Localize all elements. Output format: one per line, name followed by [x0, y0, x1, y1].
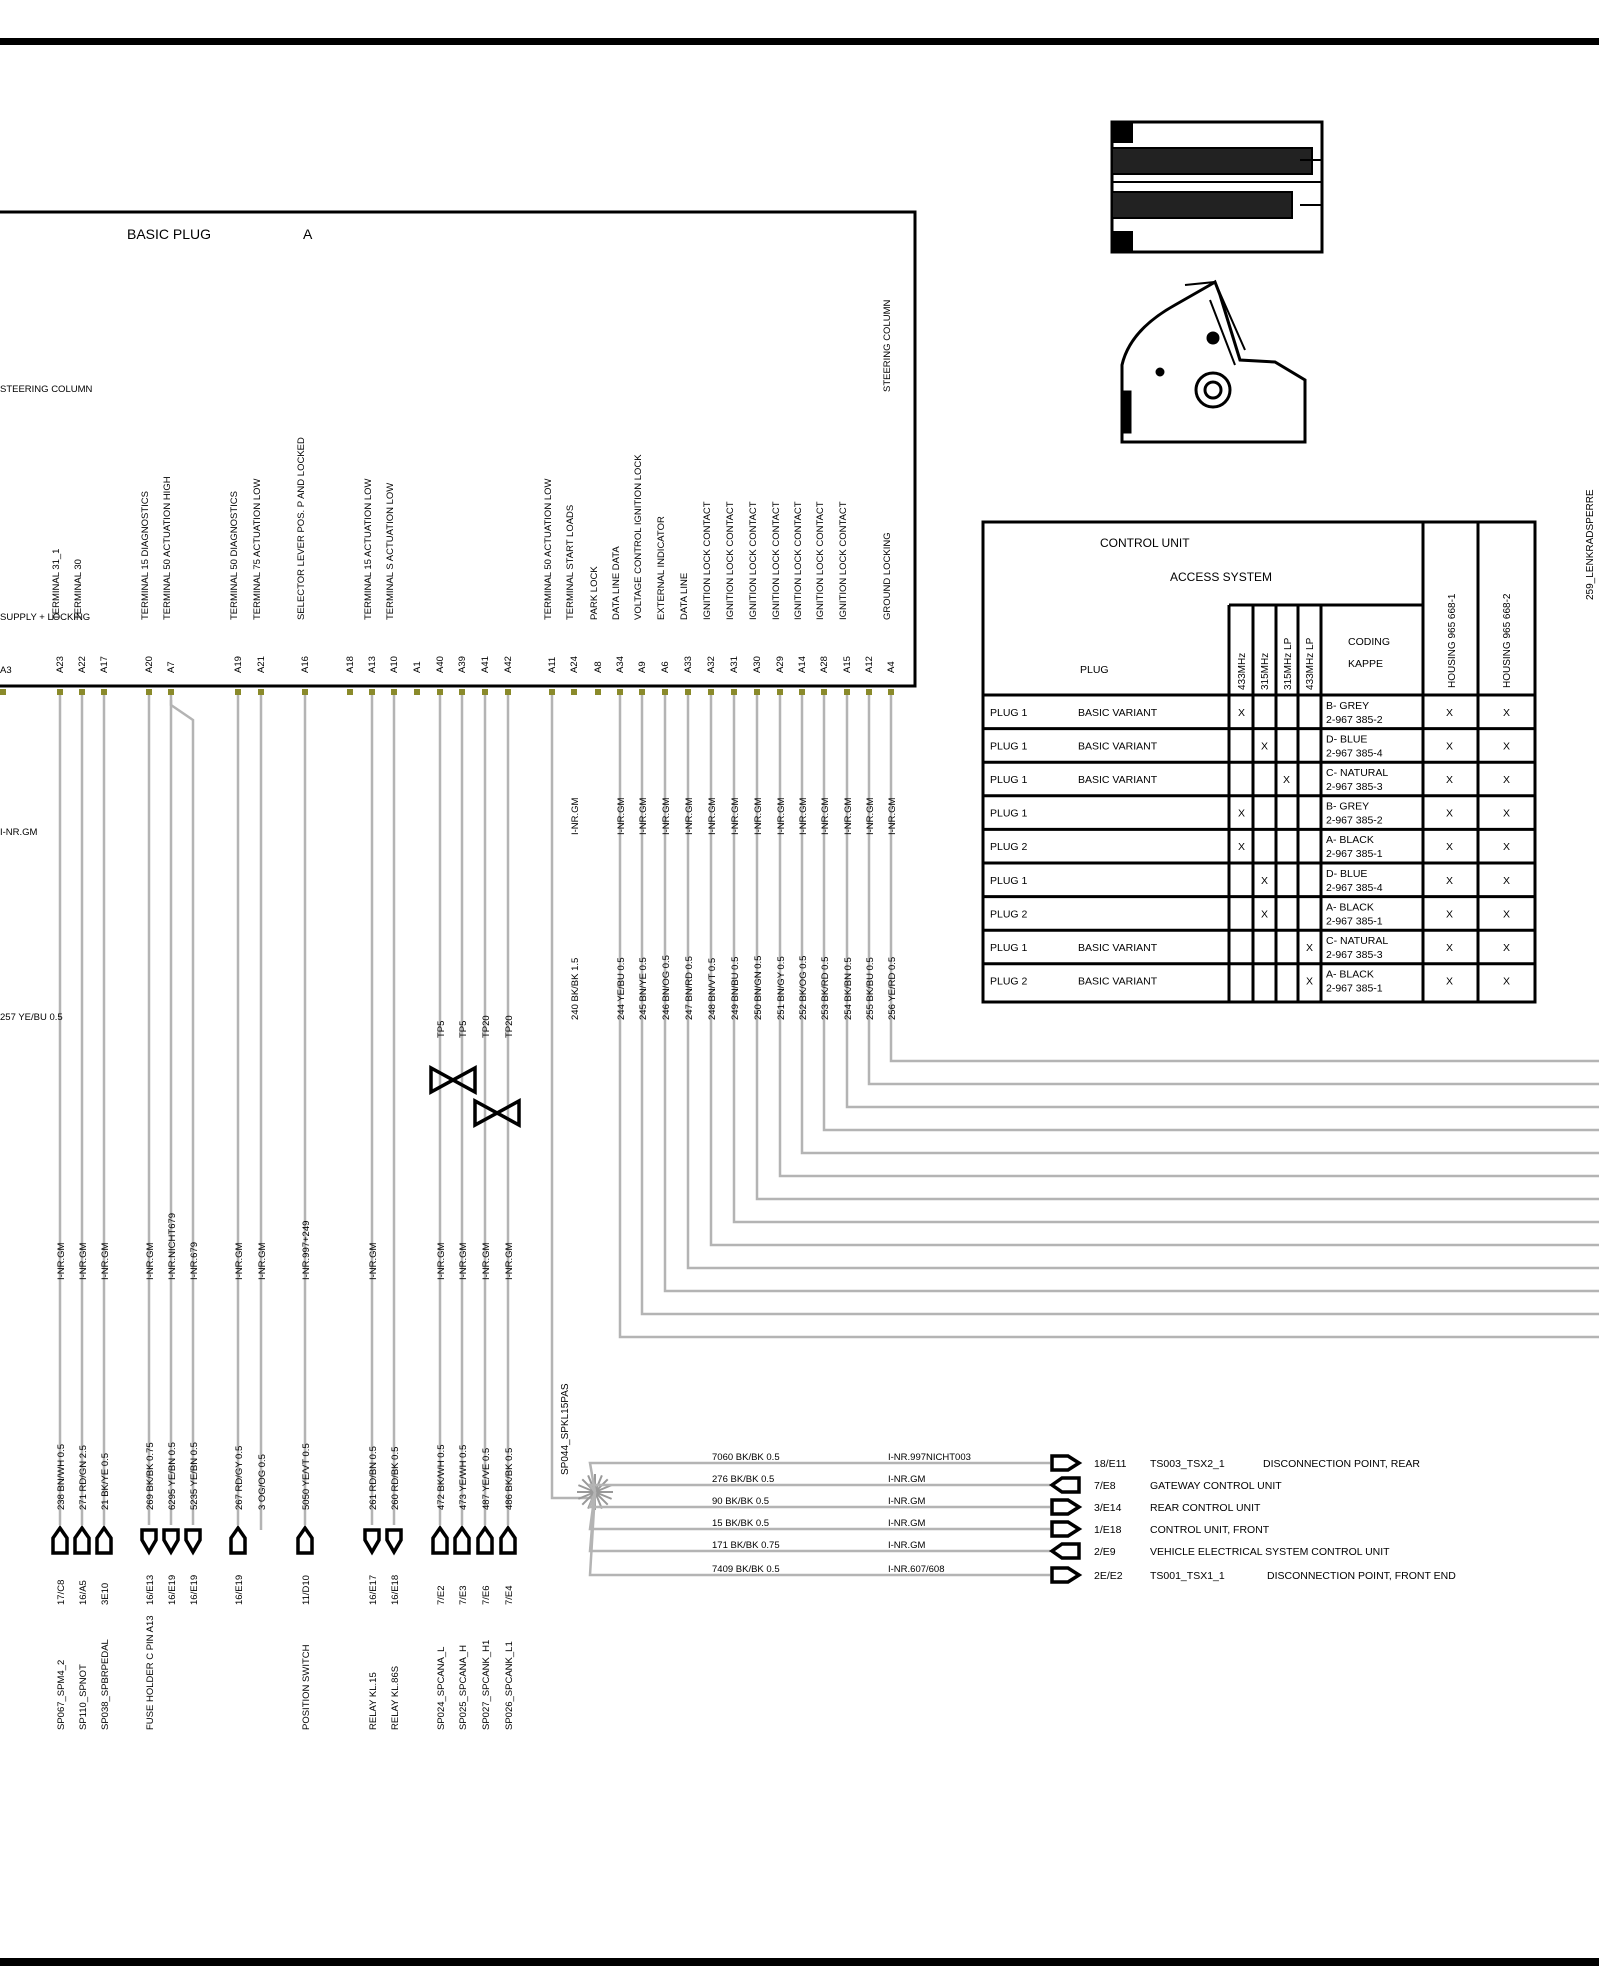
wire-nr: I-NR.GM — [684, 797, 695, 835]
wire-code: 487 YE/VE 0.5 — [481, 1447, 492, 1510]
connector-ref: 7/E4 — [504, 1585, 515, 1605]
row-coding: A- BLACK — [1326, 834, 1374, 847]
destination-label: SP024_SPCANA_L — [436, 1646, 447, 1730]
pin-id: A9 — [637, 661, 648, 673]
row-coding-part: 2-967 385-1 — [1326, 848, 1383, 861]
side-label: 259_LENKRADSPERRE — [1585, 489, 1596, 600]
pin-id: A31 — [729, 656, 740, 673]
pin-terminal — [79, 689, 85, 695]
row-plug: PLUG 1 — [990, 774, 1028, 786]
row-coding-part: 2-967 385-3 — [1326, 949, 1383, 961]
pin-function: TERMINAL 50 ACTUATION HIGH — [162, 476, 173, 620]
wire-code: 267 RD/GY 0.5 — [234, 1445, 245, 1510]
wire-nr: I-NR.GM — [145, 1242, 156, 1280]
housing-header: HOUSING 965 668-2 — [1502, 593, 1513, 688]
connector-ref: 16/A5 — [78, 1580, 89, 1605]
wire-nr: I-NR.GM — [257, 1242, 268, 1280]
wire-code: 3 OG/OG 0.5 — [257, 1454, 268, 1510]
destination-label: RELAY KL.15 — [368, 1672, 379, 1730]
pin-terminal — [571, 689, 577, 695]
housing-2-mark: X — [1503, 874, 1511, 887]
plug-title: BASIC PLUG — [127, 226, 212, 242]
pin-id: A6 — [660, 661, 671, 673]
wire-nr: I-NR.GM — [661, 797, 672, 835]
pin-id: A19 — [233, 656, 244, 673]
pin-function: IGNITION LOCK CONTACT — [771, 501, 782, 620]
pin-terminal — [549, 689, 555, 695]
freq-mark: X — [1261, 908, 1269, 921]
wire-nr: I-NR.GM — [78, 1242, 89, 1280]
pin-terminal — [777, 689, 783, 695]
pin-id: A24 — [569, 656, 580, 673]
row-coding-part: 2-967 385-4 — [1326, 747, 1383, 760]
pin-function: TERMINAL S ACTUATION LOW — [385, 482, 396, 620]
row-coding: A- BLACK — [1326, 901, 1374, 914]
pin-id: A33 — [683, 656, 694, 673]
pin-terminal — [731, 689, 737, 695]
pin-id: A14 — [797, 656, 808, 673]
pin-terminal — [168, 689, 174, 695]
coding-header-2: KAPPE — [1348, 658, 1384, 670]
pin-function: TERMINAL 30 — [73, 559, 84, 620]
pin-id: A23 — [55, 656, 66, 673]
freq-mark: X — [1261, 740, 1269, 753]
wire-nr: I-NR.GM — [820, 797, 831, 835]
branch-wire: 7060 BK/BK 0.5 — [712, 1452, 780, 1463]
wire-code: 253 BK/RD 0.5 — [820, 956, 831, 1020]
pin-id: A15 — [842, 656, 853, 673]
pin-terminal — [754, 689, 760, 695]
freq-header: 315MHz LP — [1283, 637, 1294, 690]
pin-id: A18 — [345, 656, 356, 673]
housing-1-mark: X — [1446, 841, 1454, 854]
pin-id: A4 — [886, 661, 897, 673]
pin-terminal — [639, 689, 645, 695]
freq-mark: X — [1306, 942, 1314, 954]
wire-code: 240 BK/BK 1.5 — [570, 957, 581, 1020]
pin-id: A29 — [775, 656, 786, 673]
pin-function: IGNITION LOCK CONTACT — [793, 501, 804, 620]
housing-2-mark: X — [1503, 908, 1511, 921]
pin-function: TERMINAL 75 ACTUATION LOW — [252, 478, 263, 620]
branch-wire: 7409 BK/BK 0.5 — [712, 1564, 780, 1575]
plug-letter: A — [303, 226, 313, 242]
wire-nr: I-NR.997+249 — [301, 1220, 312, 1280]
wire-nr: I-NR.GM — [730, 797, 741, 835]
row-coding: D- BLUE — [1326, 867, 1368, 880]
pin-function: DATA LINE DATA — [611, 546, 622, 620]
row-coding-part: 2-967 385-2 — [1326, 713, 1383, 726]
housing-header: HOUSING 965 668-1 — [1447, 593, 1458, 688]
wire-nr: I-NR.GM — [616, 797, 627, 835]
pin-function: IGNITION LOCK CONTACT — [815, 501, 826, 620]
housing-1-mark: X — [1446, 908, 1454, 921]
housing-2-mark: X — [1503, 942, 1511, 954]
row-coding-part: 2-967 385-3 — [1326, 781, 1383, 793]
pin-id: A39 — [457, 656, 468, 673]
branch-dest: TS003_TSX2_1 — [1150, 1458, 1225, 1470]
wire-code: 5235 YE/BN 0.5 — [189, 1442, 200, 1510]
housing-1-mark: X — [1446, 740, 1454, 753]
wire-code: 255 BK/BU 0.5 — [865, 957, 876, 1020]
wire-nr: I-NR.GM — [776, 797, 787, 835]
test-point: TP5 — [436, 1020, 447, 1038]
pin-id: A12 — [864, 656, 875, 673]
pin-function: GROUND LOCKING — [882, 532, 893, 620]
destination-label: SP026_SPCANK_L1 — [504, 1641, 515, 1730]
wire-nr: I-NR.GM — [887, 797, 898, 835]
pin-function: IGNITION LOCK CONTACT — [748, 501, 759, 620]
branch-nr: I-NR.997NICHT003 — [888, 1452, 971, 1463]
wire-code: 247 BN/RD 0.5 — [684, 956, 695, 1020]
row-coding: B- GREY — [1326, 699, 1370, 712]
row-coding-part: 2-967 385-4 — [1326, 881, 1383, 894]
pin-id: A16 — [300, 656, 311, 673]
pin-terminal — [662, 689, 668, 695]
row-variant: BASIC VARIANT — [1078, 975, 1158, 988]
pin-function: IGNITION LOCK CONTACT — [725, 501, 736, 620]
pin-id: A11 — [547, 656, 558, 673]
pin-id: A1 — [412, 661, 423, 673]
pin-terminal — [235, 689, 241, 695]
row-plug: PLUG 1 — [990, 807, 1028, 820]
branch-nr: I-NR.GM — [888, 1496, 926, 1507]
wire-code: 257 YE/BU 0.5 — [0, 1012, 63, 1023]
wire-code: 21 BK/YE 0.5 — [100, 1452, 111, 1510]
wire-code: 250 BN/GN 0.5 — [753, 955, 764, 1020]
pin-id: A42 — [503, 656, 514, 673]
pin-id: A13 — [367, 656, 378, 673]
connector-ref: 16/E19 — [234, 1574, 245, 1605]
pin-function: DATA LINE — [679, 572, 690, 620]
freq-mark: X — [1238, 841, 1246, 854]
branch-wire: 15 BK/BK 0.5 — [712, 1518, 770, 1529]
wire-code: 269 BK/BK 0.75 — [145, 1442, 156, 1510]
splice-label: SP044_SPKL15PAS — [560, 1383, 571, 1475]
housing-2-mark: X — [1503, 841, 1511, 854]
connector-ref: 7/E2 — [436, 1585, 447, 1605]
table-plug-header: PLUG — [1080, 664, 1109, 676]
branch-dest: CONTROL UNIT, FRONT — [1150, 1524, 1270, 1536]
branch-wire: 276 BK/BK 0.5 — [712, 1474, 775, 1485]
row-plug: PLUG 1 — [990, 706, 1028, 719]
branch-nr: I-NR.GM — [888, 1540, 926, 1551]
connector-ref: 3E10 — [100, 1582, 111, 1605]
test-point: TP5 — [458, 1020, 469, 1038]
connector-ref: 11/D10 — [301, 1575, 312, 1605]
row-coding: D- BLUE — [1326, 733, 1368, 746]
branch-dest-2: DISCONNECTION POINT, FRONT END — [1267, 1570, 1456, 1582]
test-point: TP20 — [504, 1015, 515, 1038]
wire-nr: I-NR.GM — [458, 1242, 469, 1280]
branch-nr: I-NR.607/608 — [888, 1564, 945, 1575]
pin-terminal — [617, 689, 623, 695]
wire-nr: I-NR.GM — [0, 827, 38, 838]
housing-2-mark: X — [1503, 740, 1511, 753]
top-border — [0, 38, 1599, 45]
wire-code: 252 BK/OG 0.5 — [798, 955, 809, 1020]
freq-mark: X — [1283, 774, 1291, 786]
branch-dest-2: DISCONNECTION POINT, REAR — [1263, 1458, 1420, 1470]
pin-id: A41 — [480, 656, 491, 673]
row-plug: PLUG 1 — [990, 942, 1028, 954]
destination-label: POSITION SWITCH — [301, 1644, 312, 1730]
row-plug: PLUG 1 — [990, 874, 1028, 887]
row-plug: PLUG 2 — [990, 975, 1028, 988]
wire-nr: I-NR.GM — [707, 797, 718, 835]
freq-header: 433MHz — [1237, 652, 1248, 690]
housing-1-mark: X — [1446, 807, 1454, 820]
connector-ref: 16/E19 — [189, 1574, 200, 1605]
pin-function-2: STEERING COLUMN — [882, 299, 893, 392]
connector-ref: 17/C8 — [56, 1579, 67, 1605]
wire-nr: I-NR.GM — [436, 1242, 447, 1280]
wire-code: 271 RD/GN 2.5 — [78, 1445, 89, 1510]
housing-1-mark: X — [1446, 774, 1454, 786]
wire-nr: I-NR.GM — [753, 797, 764, 835]
row-coding: B- GREY — [1326, 800, 1370, 813]
wire-code: 256 YE/RD 0.5 — [887, 956, 898, 1020]
pin-terminal — [685, 689, 691, 695]
row-plug: PLUG 1 — [990, 740, 1028, 753]
wire-nr: I-NR.GM — [100, 1242, 111, 1280]
wire-code: 260 RD/BK 0.5 — [390, 1446, 401, 1510]
pin-terminal — [799, 689, 805, 695]
row-variant: BASIC VARIANT — [1078, 942, 1158, 954]
pin-id: A40 — [435, 656, 446, 673]
wire-nr: I-NR.GM — [570, 797, 581, 835]
branch-wire: 171 BK/BK 0.75 — [712, 1540, 780, 1551]
pin-terminal — [101, 689, 107, 695]
pin-function: IGNITION LOCK CONTACT — [838, 501, 849, 620]
wire-code: 472 BK/WH 0.5 — [436, 1444, 447, 1510]
housing-1-mark: X — [1446, 874, 1454, 887]
wire-nr: I-NR.NICHT679 — [167, 1212, 178, 1280]
pin-id: A30 — [752, 656, 763, 673]
row-coding-part: 2-967 385-2 — [1326, 814, 1383, 827]
branch-dest: VEHICLE ELECTRICAL SYSTEM CONTROL UNIT — [1150, 1546, 1390, 1558]
wire-code: 254 BK/BN 0.5 — [843, 957, 854, 1020]
pin-id: A7 — [166, 661, 177, 673]
pin-function: TERMINAL 15 DIAGNOSTICS — [140, 491, 151, 620]
branch-dest: REAR CONTROL UNIT — [1150, 1502, 1261, 1514]
wire-code: 5050 YE/VT 0.5 — [301, 1443, 312, 1510]
housing-2-mark: X — [1503, 706, 1511, 719]
branch-pin: 7/E8 — [1094, 1480, 1116, 1492]
pin-function-2: STEERING COLUMN — [0, 384, 93, 395]
freq-header: 433MHz LP — [1305, 637, 1316, 690]
freq-mark: X — [1238, 706, 1246, 719]
pin-function: TERMINAL 50 DIAGNOSTICS — [229, 491, 240, 620]
pin-terminal — [258, 689, 264, 695]
pin-function: TERMINAL START LOADS — [565, 504, 576, 620]
pin-function: EXTERNAL INDICATOR — [656, 516, 667, 620]
connector-ref: 7/E6 — [481, 1585, 492, 1605]
pin-terminal — [391, 689, 397, 695]
connector-ref: 16/E18 — [390, 1574, 401, 1605]
bottom-border — [0, 1958, 1599, 1966]
wire-nr: I-NR.GM — [504, 1242, 515, 1280]
pin-terminal — [505, 689, 511, 695]
row-variant: BASIC VARIANT — [1078, 740, 1158, 753]
test-point: TP20 — [481, 1015, 492, 1038]
pin-terminal — [482, 689, 488, 695]
wire-code: 248 BN/VT 0.5 — [707, 957, 718, 1020]
pin-terminal — [821, 689, 827, 695]
wire-nr: I-NR.679 — [189, 1241, 200, 1280]
branch-pin: 18/E11 — [1094, 1458, 1127, 1470]
wire-code: 6295 YE/BN 0.5 — [167, 1442, 178, 1510]
wire-code: 244 YE/BU 0.5 — [616, 957, 627, 1020]
pin-terminal — [302, 689, 308, 695]
destination-label: SP110_SPNOT — [78, 1664, 89, 1730]
table-title-1: CONTROL UNIT — [1100, 536, 1190, 550]
pin-terminal — [437, 689, 443, 695]
connector-ref: 16/E19 — [167, 1574, 178, 1605]
branch-pin: 2/E9 — [1094, 1546, 1116, 1558]
pin-function: TERMINAL 50 ACTUATION LOW — [543, 478, 554, 620]
pin-function: VOLTAGE CONTROL IGNITION LOCK — [633, 454, 644, 620]
wire-code: 238 BN/WH 0.5 — [56, 1444, 67, 1510]
wire-nr: I-NR.GM — [234, 1242, 245, 1280]
pin-id: A20 — [144, 656, 155, 673]
housing-2-mark: X — [1503, 975, 1511, 988]
connector-ref: 16/E17 — [368, 1574, 379, 1605]
branch-dest: GATEWAY CONTROL UNIT — [1150, 1480, 1282, 1492]
row-plug: PLUG 2 — [990, 908, 1028, 921]
wire-nr: I-NR.GM — [481, 1242, 492, 1280]
pin-terminal — [844, 689, 850, 695]
wire-nr: I-NR.GM — [798, 797, 809, 835]
pin-id: A21 — [256, 656, 267, 673]
wire-code: 246 BN/OG 0.5 — [661, 955, 672, 1020]
wire-code: 486 BK/BK 0.5 — [504, 1447, 515, 1510]
pin-id: A3 — [0, 665, 12, 676]
destination-label: SP025_SPCANA_H — [458, 1644, 469, 1730]
wire-nr: I-NR.GM — [843, 797, 854, 835]
pin-terminal — [708, 689, 714, 695]
pin-function: PARK LOCK — [589, 566, 600, 620]
table-title-2: ACCESS SYSTEM — [1170, 570, 1273, 584]
wire-nr: I-NR.GM — [368, 1242, 379, 1280]
pin-id: A17 — [99, 656, 110, 673]
destination-label: SP038_SPBRPEDAL — [100, 1639, 111, 1730]
pin-terminal — [0, 689, 6, 695]
housing-1-mark: X — [1446, 975, 1454, 988]
branch-pin: 1/E18 — [1094, 1524, 1122, 1536]
pin-id: A10 — [389, 656, 400, 673]
wire-code: 261 RD/BN 0.5 — [368, 1446, 379, 1510]
pin-id: A8 — [593, 661, 604, 673]
pin-id: A28 — [819, 656, 830, 673]
wire-nr: I-NR.GM — [638, 797, 649, 835]
wire-code: 245 BN/YE 0.5 — [638, 957, 649, 1020]
pin-id: A22 — [77, 656, 88, 673]
destination-label: FUSE HOLDER C PIN A13 — [145, 1615, 156, 1730]
pin-function: IGNITION LOCK CONTACT — [702, 501, 713, 620]
housing-1-mark: X — [1446, 942, 1454, 954]
housing-2-mark: X — [1503, 774, 1511, 786]
branch-pin: 2E/E2 — [1094, 1570, 1123, 1582]
housing-1-mark: X — [1446, 706, 1454, 719]
wire-code: 249 BN/BU 0.5 — [730, 956, 741, 1020]
destination-label: SP067_SPM4_2 — [56, 1659, 67, 1730]
pin-terminal — [866, 689, 872, 695]
coding-header: CODING — [1348, 636, 1390, 648]
row-coding: C- NATURAL — [1326, 935, 1389, 947]
pin-terminal — [57, 689, 63, 695]
pin-function: TERMINAL 15 ACTUATION LOW — [363, 478, 374, 620]
row-variant: BASIC VARIANT — [1078, 774, 1158, 786]
wire-nr: I-NR.GM — [865, 797, 876, 835]
branch-pin: 3/E14 — [1094, 1502, 1122, 1514]
wire-code: 251 BN/GY 0.5 — [776, 956, 787, 1020]
row-variant: BASIC VARIANT — [1078, 706, 1158, 719]
wire-nr: I-NR.GM — [56, 1242, 67, 1280]
freq-header: 315MHz — [1260, 652, 1271, 690]
freq-mark: X — [1261, 874, 1269, 887]
branch-nr: I-NR.GM — [888, 1474, 926, 1485]
freq-mark: X — [1238, 807, 1246, 820]
pin-terminal — [459, 689, 465, 695]
connector-ref: 7/E3 — [458, 1585, 469, 1605]
pin-terminal — [595, 689, 601, 695]
destination-label: SP027_SPCANK_H1 — [481, 1639, 492, 1730]
branch-nr: I-NR.GM — [888, 1518, 926, 1529]
row-coding: A- BLACK — [1326, 968, 1374, 981]
row-coding-part: 2-967 385-1 — [1326, 915, 1383, 928]
pin-terminal — [369, 689, 375, 695]
pin-terminal — [146, 689, 152, 695]
wire-code: 473 YE/WH 0.5 — [458, 1444, 469, 1510]
pin-terminal — [347, 689, 353, 695]
branch-dest: TS001_TSX1_1 — [1150, 1570, 1225, 1582]
pin-function: TERMINAL 31_1 — [51, 548, 62, 620]
pin-function: SUPPLY + LOCKING — [0, 612, 91, 623]
pin-function: SELECTOR LEVER POS. P AND LOCKED — [296, 437, 307, 620]
branch-wire: 90 BK/BK 0.5 — [712, 1496, 770, 1507]
freq-mark: X — [1306, 975, 1314, 988]
pin-id: A34 — [615, 656, 626, 673]
pin-terminal — [888, 689, 894, 695]
row-coding: C- NATURAL — [1326, 767, 1389, 779]
connector-ref: 16/E13 — [145, 1574, 156, 1605]
housing-2-mark: X — [1503, 807, 1511, 820]
row-coding-part: 2-967 385-1 — [1326, 982, 1383, 995]
pin-terminal — [414, 689, 420, 695]
pin-id: A32 — [706, 656, 717, 673]
destination-label: RELAY KL.86S — [390, 1665, 401, 1730]
row-plug: PLUG 2 — [990, 841, 1028, 854]
